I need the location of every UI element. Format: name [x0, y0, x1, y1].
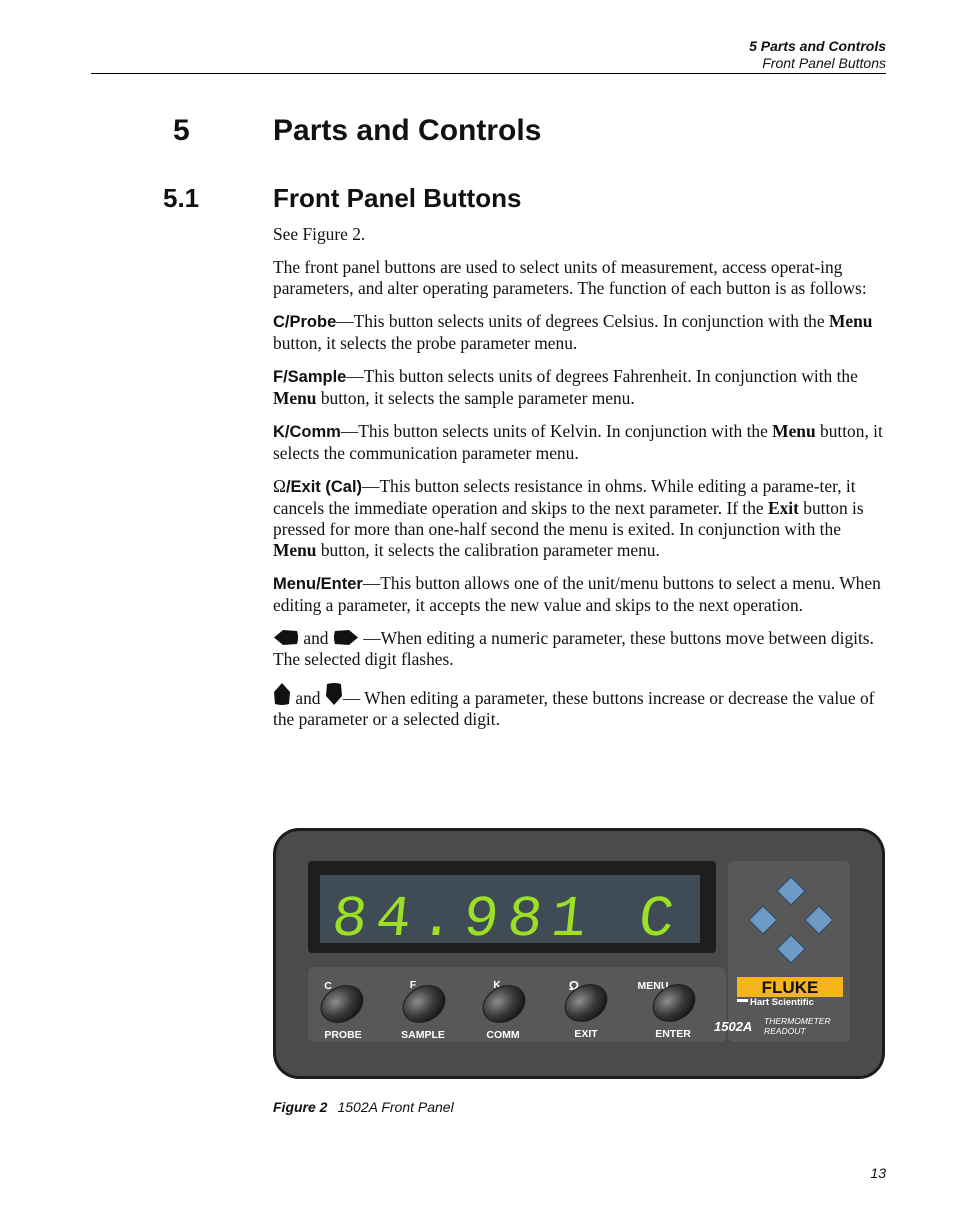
label-menu: MENU: [637, 980, 669, 992]
brand-dash: [737, 999, 748, 1002]
exit-description: Ω/Exit (Cal)—This button selects resistance in ohms. While editing a parame-ter, it cancels the immediate operation and skips to the next parameter. If the Exit button is pressed for more than one-half second the menu is exited. In conjunction with the Menu button, it selects the calibration parameter menu.: [273, 476, 864, 560]
running-head: [749, 38, 886, 72]
lcd-readout: 84.981 C: [328, 888, 686, 953]
kcomm-term: K/Comm: [273, 423, 341, 441]
body-text: [273, 224, 888, 742]
label-exit: EXIT: [574, 1028, 598, 1040]
see-figure: See Figure 2.: [273, 224, 366, 244]
figure-caption: [273, 1099, 454, 1115]
kcomm-description: K/Comm—This button selects units of Kelvin. In conjunction with the Menu button, it selects the communication parameter menu.: [273, 421, 883, 463]
page-number: 13: [870, 1165, 886, 1181]
up-arrow-icon: [273, 682, 291, 706]
running-head-chapter: 5 Parts and Controls: [749, 38, 886, 54]
cprobe-description: C/Probe—This button selects units of degrees Celsius. In conjunction with the Menu button, it selects the probe parameter menu.: [273, 311, 873, 353]
down-arrow-icon: [325, 682, 343, 706]
front-panel-figure: [272, 827, 886, 1080]
figure-label: Figure 2: [273, 1099, 328, 1115]
label-f: F: [409, 979, 417, 991]
chapter-title: Parts and Controls: [273, 114, 542, 147]
figure-title: 1502A Front Panel: [337, 1099, 454, 1115]
section-title: Front Panel Buttons: [273, 183, 522, 213]
section-number: 5.1: [163, 183, 200, 213]
label-omega: Ω: [568, 978, 580, 993]
label-probe: PROBE: [324, 1029, 362, 1041]
label-sample: SAMPLE: [401, 1029, 445, 1041]
right-arrow-icon: [333, 629, 359, 646]
leftright-description: and —When editing a numeric parameter, these buttons move between digits. The selected digit flashes.: [273, 628, 874, 669]
cprobe-term: C/Probe: [273, 313, 337, 331]
label-enter: ENTER: [655, 1028, 691, 1040]
label-comm: COMM: [486, 1029, 520, 1041]
left-arrow-icon: [273, 629, 299, 646]
running-head-section: Front Panel Buttons: [762, 55, 886, 71]
exit-term: /Exit (Cal): [285, 478, 363, 496]
menu-description: Menu/Enter—This button allows one of the unit/menu buttons to select a menu. When editing a parameter, it accepts the new value and skips to the next operation.: [273, 573, 881, 615]
sub-brand: Hart Scientific: [750, 997, 814, 1008]
menu-term: Menu/Enter: [273, 575, 363, 593]
chapter-number: 5: [173, 114, 190, 147]
model-number: 1502A: [714, 1019, 753, 1034]
fsample-description: F/Sample—This button selects units of degrees Fahrenheit. In conjunction with the Menu button, it selects the sample parameter menu.: [273, 366, 858, 408]
model-desc-1: THERMOMETER: [764, 1016, 831, 1026]
intro-paragraph: The front panel buttons are used to select units of measurement, access operat-ing parameters, and alter operating parameters. The function of each button is as follows:: [273, 257, 867, 298]
updown-description: and — When editing a parameter, these buttons increase or decrease the value of the parameter or a selected digit.: [273, 682, 888, 730]
header-rule: [91, 73, 886, 74]
omega-symbol: Ω: [273, 476, 286, 496]
label-k: K: [493, 979, 501, 991]
fsample-term: F/Sample: [273, 368, 347, 386]
brand-name: FLUKE: [761, 978, 819, 997]
model-desc-2: READOUT: [764, 1026, 806, 1036]
label-c: C: [324, 980, 332, 992]
